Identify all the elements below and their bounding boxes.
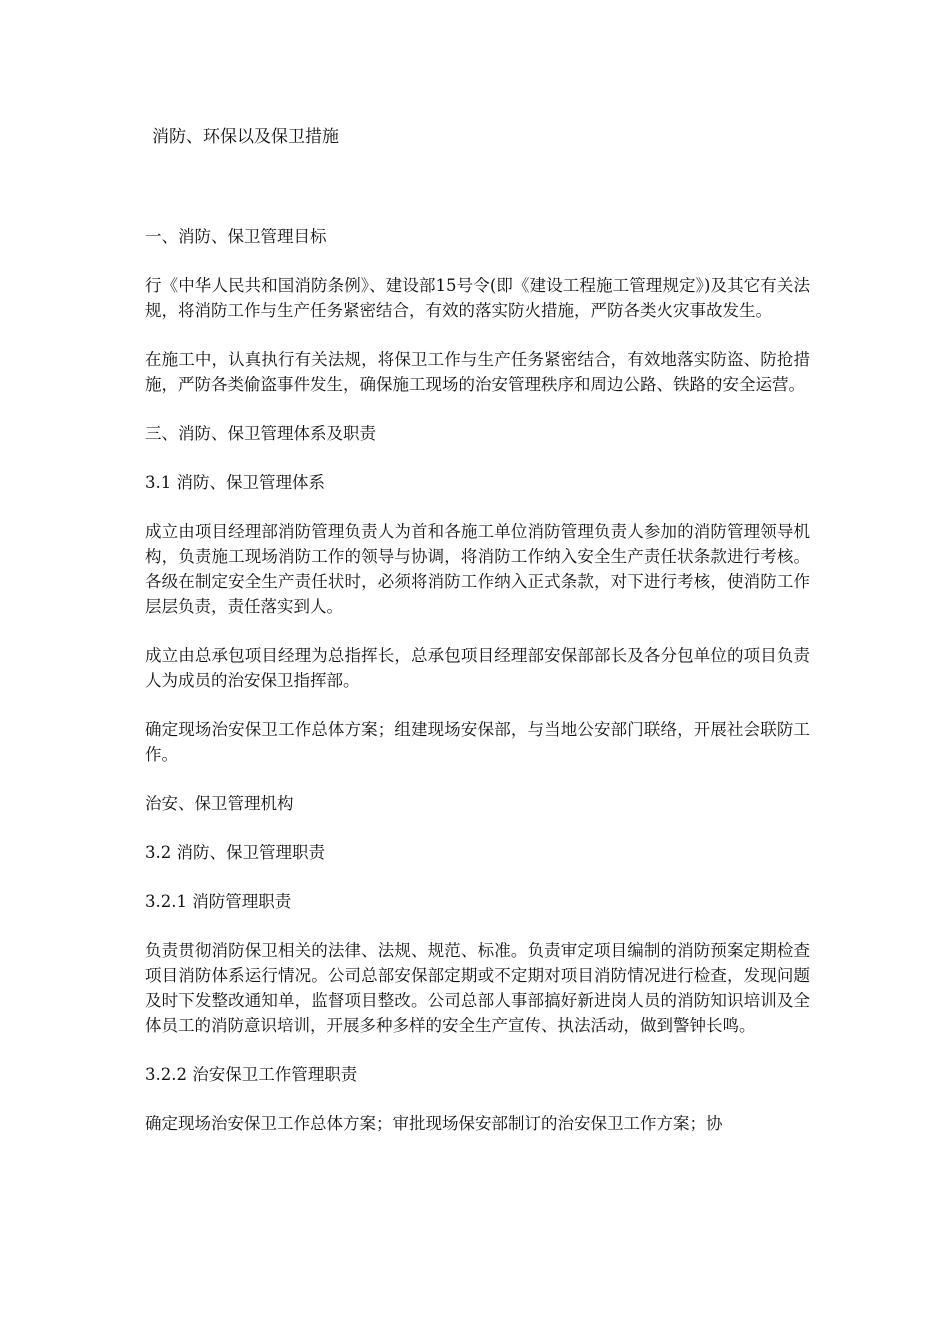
paragraph-security-plan: 确定现场治安保卫工作总体方案；组建现场安保部，与当地公安部门联络，开展社会联防工作。 [145,720,810,764]
document-title: 消防、环保以及保卫措施 [152,127,339,147]
section-heading-management-system-duties: 三、消防、保卫管理体系及职责 [145,424,376,443]
paragraph-security-command: 成立由总承包项目经理为总指挥长，总承包项目经理部安保部部长及各分包单位的项目负责人为成员的治安保卫指挥部。 [145,646,810,690]
paragraph-security-measures: 在施工中，认真执行有关法规，将保卫工作与生产任务紧密结合，有效地落实防盗、防抢措施，严防各类偷盗事件发生，确保施工现场的治安管理秩序和周边公路、铁路的安全运营。 [145,350,810,394]
section-heading-fire-security-goals: 一、消防、保卫管理目标 [145,227,327,246]
subsection-heading-3-1: 3.1 消防、保卫管理体系 [145,473,325,492]
subsection-heading-3-2-1: 3.2.1 消防管理职责 [145,892,292,911]
paragraph-fire-management-duties: 负责贯彻消防保卫相关的法律、法规、规范、标准。负责审定项目编制的消防预案定期检查项目消防体系运行情况。公司总部安保部定期或不定期对项目消防情况进行检查，发现问题及时下发整改通知单，监督项目整改。公司总部人事部搞好新进岗人员的消防知识培训及全体员工的消防意识培训，开展多种多样的安全生产宣传、执法活动，做到警钟长鸣。 [145,941,810,1035]
section-heading-security-organization: 治安、保卫管理机构 [145,794,294,813]
subsection-heading-3-2: 3.2 消防、保卫管理职责 [145,843,325,862]
paragraph-security-duties: 确定现场治安保卫工作总体方案；审批现场保安部制订的治安保卫工作方案；协 [145,1114,723,1133]
paragraph-fire-leadership-organization: 成立由项目经理部消防管理负责人为首和各施工单位消防管理负责人参加的消防管理领导机构，负责施工现场消防工作的领导与协调，将消防工作纳入安全生产责任状条款进行考核。各级在制定安全生产责任状时，必须将消防工作纳入正式条款，对下进行考核，使消防工作层层负责，责任落实到人。 [145,522,810,616]
subsection-heading-3-2-2: 3.2.2 治安保卫工作管理职责 [145,1065,358,1084]
paragraph-fire-regulations: 行《中华人民共和国消防条例》、建设部15号令(即《建设工程施工管理规定》)及其它有关法规，将消防工作与生产任务紧密结合，有效的落实防火措施，严防各类火灾事故发生。 [145,276,810,320]
document-body [145,224,810,1160]
